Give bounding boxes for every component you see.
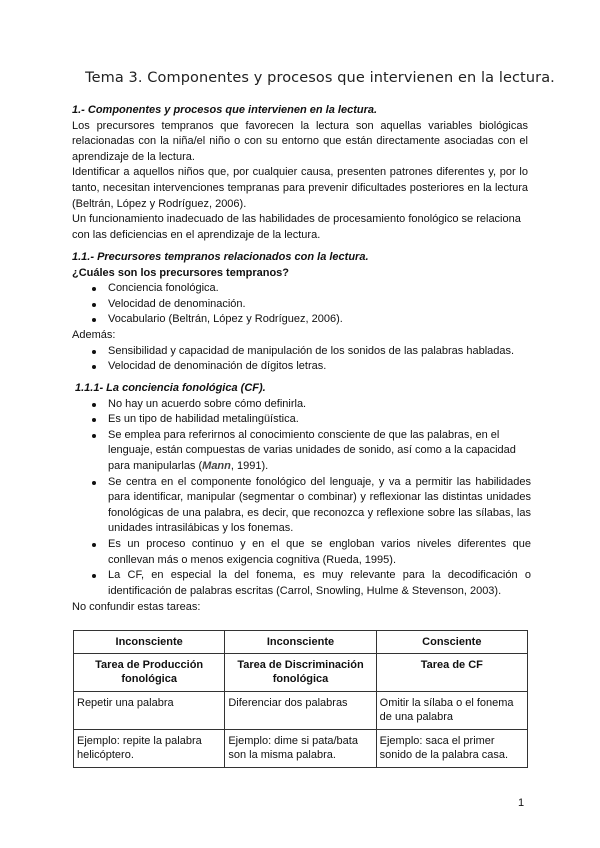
section-1-1-1	[75, 381, 531, 599]
table-row	[74, 730, 528, 768]
section-1-1-1-heading: 1.1.1- La conciencia fonológica (CF).	[75, 382, 266, 394]
table-cell: Tarea de Discriminación fonológica	[225, 654, 376, 692]
table-cell: Ejemplo: saca el primer sonido de la palabra casa.	[376, 730, 527, 768]
list-item	[108, 428, 531, 475]
cf-list	[75, 397, 531, 600]
table-row	[74, 654, 528, 692]
section-1-1	[72, 250, 528, 375]
precursors-list	[72, 281, 528, 328]
list-item: Conciencia fonológica.	[108, 281, 528, 297]
page-number: 1	[518, 797, 525, 809]
list-item-text: Se emplea para referirnos al conocimiento consciente de que las palabras, en el lenguaje, están compuestas de varias unidades de sonido, así como a la capacidad para manipularlas (	[108, 428, 516, 472]
paragraph: Identificar a aquellos niños que, por cualquier causa, presenten patrones diferentes y, por lo tanto, necesitan intervenciones tempranas para prevenir dificultades posteriores en la lectura (Beltrán, López y Rodríguez, 2006).	[72, 166, 528, 210]
table-row	[74, 631, 528, 654]
list-item: Es un tipo de habilidad metalingüística.	[108, 412, 531, 428]
table-cell: Diferenciar dos palabras	[225, 692, 376, 730]
table-row	[74, 692, 528, 730]
list-item: Vocabulario (Beltrán, López y Rodríguez, 2006).	[108, 312, 528, 328]
paragraph: Un funcionamiento inadecuado de las habilidades de procesamiento fonológico se relaciona con las deficiencias en el aprendizaje de la lectura.	[72, 213, 521, 241]
list-item: Es un proceso continuo y en el que se engloban varios niveles diferentes que conllevan más o menos exigencia cognitiva (Rueda, 1995).	[108, 537, 531, 568]
table-cell: Tarea de Producción fonológica	[74, 654, 225, 692]
question: ¿Cuáles son los precursores tempranos?	[72, 266, 290, 279]
table-cell: Repetir una palabra	[74, 692, 225, 730]
list-item: No hay un acuerdo sobre cómo definirla.	[108, 397, 531, 413]
ademas-label: Además:	[72, 328, 116, 341]
list-item: Se centra en el componente fonológico del lenguaje, y va a permitir las habilidades para identificar, manipular (segmentar o combinar) y reflexionar las distintas unidades fonológicas de una palabra, es decir, que reconozca y reflexione sobre las sílabas, las unidades intrasilábicas y los fonemas.	[108, 475, 531, 537]
citation-year: , 1991).	[230, 459, 269, 472]
section-1	[72, 103, 528, 243]
table-cell: Inconsciente	[74, 631, 225, 654]
table-cell: Tarea de CF	[376, 654, 527, 692]
tasks-table	[73, 630, 528, 768]
table-cell: Omitir la sílaba o el fonema de una palabra	[376, 692, 527, 730]
paragraph: Los precursores tempranos que favorecen la lectura son aquellas variables biológicas relacionadas con la niña/el niño o con su entorno que están directamente asociadas con el aprendizaje de la lectura.	[72, 119, 528, 163]
citation-author: Mann	[202, 459, 231, 472]
section-1-heading: 1.- Componentes y procesos que intervienen en la lectura.	[72, 104, 378, 116]
section-1-1-heading: 1.1.- Precursores tempranos relacionados con la lectura.	[72, 251, 369, 263]
list-item: Velocidad de denominación de dígitos letras.	[108, 359, 528, 375]
additional-list	[72, 344, 528, 375]
table-cell: Ejemplo: repite la palabra helicóptero.	[74, 730, 225, 768]
table-intro: No confundir estas tareas:	[72, 601, 201, 613]
list-item: La CF, en especial la del fonema, es muy relevante para la decodificación o identificación de palabras escritas (Carrol, Snowling, Hulme & Stevenson, 2003).	[108, 568, 531, 599]
document-title: Tema 3. Componentes y procesos que intervienen en la lectura.	[85, 70, 555, 86]
list-item: Velocidad de denominación.	[108, 297, 528, 313]
table-cell: Inconsciente	[225, 631, 376, 654]
table-cell: Consciente	[376, 631, 527, 654]
list-item: Sensibilidad y capacidad de manipulación de los sonidos de las palabras habladas.	[108, 344, 528, 360]
table-cell: Ejemplo: dime si pata/bata son la misma palabra.	[225, 730, 376, 768]
